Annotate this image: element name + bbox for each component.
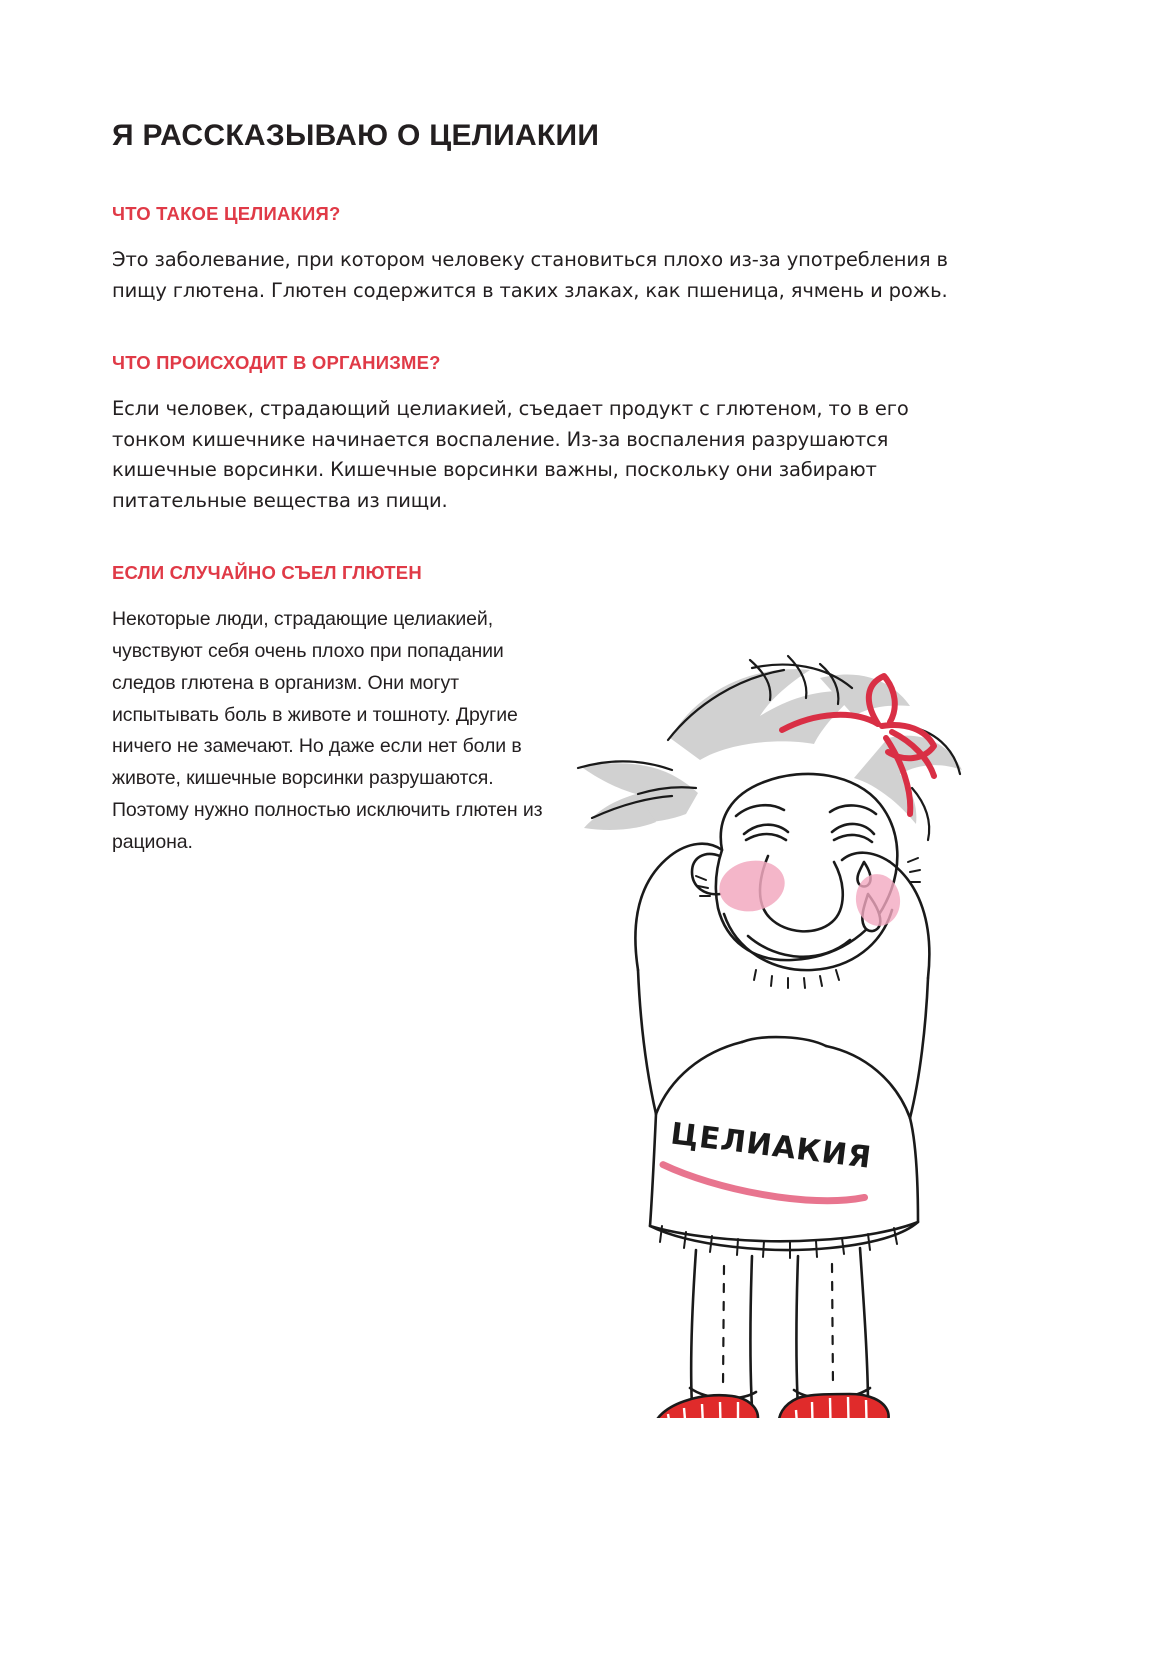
tshirt-label	[661, 1116, 874, 1208]
section-body: Некоторые люди, страдающие целиакией, чувствуют себя очень плохо при попадании следов глютена в организм. Они могут испытывать боль в животе и тошноту. Другие ничего не замечают. Но даже если нет боли в животе, кишечные ворсинки разрушаются. Поэтому нужно полностью исключить глютен из рациона.	[112, 608, 543, 853]
right-eye	[832, 824, 874, 834]
crying-child-illustration	[520, 618, 980, 1418]
section-what-happens-in-body	[112, 351, 1012, 517]
right-leg-outer	[860, 1248, 868, 1406]
section-heading: ЧТО ПРОИСХОДИТ В ОРГАНИЗМЕ?	[112, 351, 441, 373]
tshirt-text: ЦЕЛИАКИЯ	[668, 1116, 874, 1176]
mouth	[748, 936, 850, 957]
left-arm	[635, 844, 722, 970]
illustration-drawing	[520, 618, 980, 1418]
section-heading: ЕСЛИ СЛУЧАЙНО СЪЕЛ ГЛЮТЕН	[112, 562, 422, 584]
section-body: Это заболевание, при котором человеку становиться плохо из-за употребления в пищу глютена. Глютен содержится в таких злаках, как пшеница, ячмень и рожь.	[112, 248, 948, 302]
section-what-is-celiac	[112, 202, 1012, 307]
section-body: Если человек, страдающий целиакией, съедает продукт с глютеном, то в его тонком кишечнике начинается воспаление. Из-за воспаления разрушаются кишечные ворсинки. Кишечные ворсинки важны, поскольку они забирают питательные вещества из пищи.	[112, 396, 909, 513]
blush-cheeks	[715, 855, 904, 929]
shoes	[654, 1394, 889, 1418]
right-leg-inner	[797, 1256, 799, 1408]
left-leg-outer	[691, 1250, 696, 1406]
left-eye	[744, 825, 788, 834]
page-title: Я РАССКАЗЫВАЮ О ЦЕЛИАКИИ	[112, 119, 600, 152]
section-heading: ЧТО ТАКОЕ ЦЕЛИАКИЯ?	[112, 203, 341, 224]
left-leg-inner	[751, 1256, 753, 1408]
